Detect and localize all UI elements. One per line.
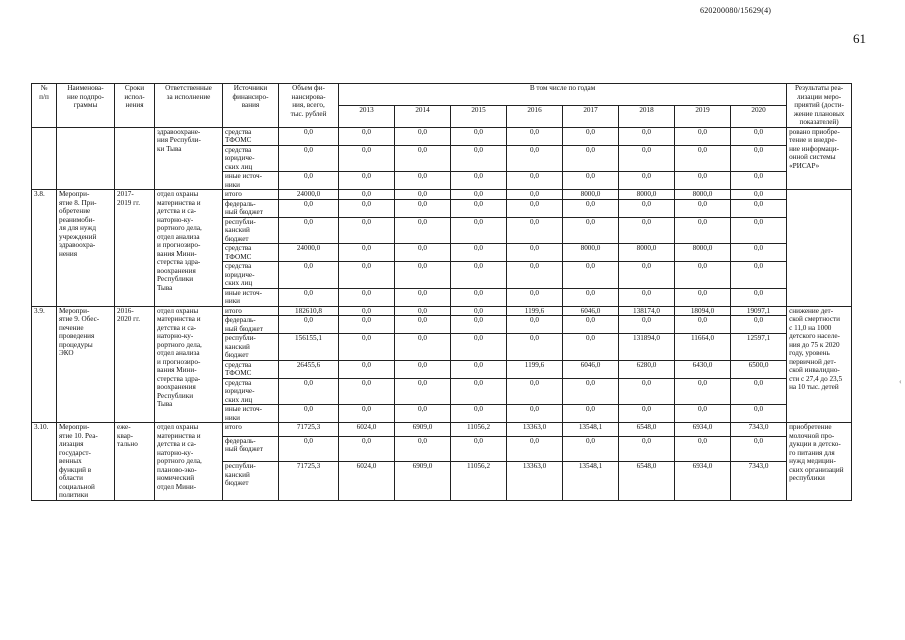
funding-source: средства юридиче- ских лиц <box>223 262 279 289</box>
subprogram-name: Меропри- ятие 10. Реа- лизация государст- венных функций в области социальной политики <box>57 423 115 501</box>
year-value-cell: 0,0 <box>563 378 619 405</box>
year-value-cell: 8000,0 <box>563 244 619 262</box>
year-value-cell: 0,0 <box>507 334 563 361</box>
funding-source: итого <box>223 190 279 200</box>
year-value-cell: 7343,0 <box>731 462 787 500</box>
result-cell: снижение дет- ской смертности с 11,0 на 1000 детского населе- ния до 75 к 2020 году, уровень первичной дет- ской инвалидно- сти с 27,4 до 23,5 на 10 тыс. детей <box>787 306 852 423</box>
table-row <box>32 190 852 200</box>
funding-source: республи- канский бюджет <box>223 462 279 500</box>
table-row <box>32 127 852 145</box>
year-value-cell: 11056,2 <box>451 462 507 500</box>
year-value-cell: 13363,0 <box>507 423 563 437</box>
year-value-cell: 0,0 <box>507 262 563 289</box>
year-value-cell: 0,0 <box>507 405 563 423</box>
total-cell: 0,0 <box>279 405 339 423</box>
table-row <box>32 423 852 437</box>
year-value-cell: 1199,6 <box>507 306 563 316</box>
subprogram-name: Меропри- ятие 8. При- обретение реанимоби- ля для нужд учреждений здравоохра- нения <box>57 190 115 307</box>
year-value-cell: 0,0 <box>451 262 507 289</box>
year-value-cell: 0,0 <box>507 378 563 405</box>
year-value-cell: 0,0 <box>507 145 563 172</box>
responsible-party: отдел охраны материнства и детства и са- наторно-ку- рортного дела, планово-эко- номический отдел Мини- <box>155 423 223 501</box>
year-value-cell: 0,0 <box>339 172 395 190</box>
execution-term: еже- квар- тально <box>115 423 155 501</box>
year-value-cell: 0,0 <box>339 360 395 378</box>
funding-source: итого <box>223 306 279 316</box>
year-value-cell: 0,0 <box>731 199 787 217</box>
year-value-cell: 0,0 <box>507 288 563 306</box>
year-value-cell: 6024,0 <box>339 423 395 437</box>
item-number: 3.9. <box>32 306 57 423</box>
execution-term <box>115 127 155 190</box>
col-header-year: 2015 <box>451 105 507 127</box>
year-value-cell: 0,0 <box>619 378 675 405</box>
total-cell: 0,0 <box>279 378 339 405</box>
year-value-cell: 0,0 <box>619 316 675 334</box>
year-value-cell: 0,0 <box>563 172 619 190</box>
year-value-cell: 0,0 <box>339 288 395 306</box>
year-value-cell: 0,0 <box>451 172 507 190</box>
year-value-cell: 13363,0 <box>507 462 563 500</box>
year-value-cell: 0,0 <box>451 405 507 423</box>
year-value-cell: 0,0 <box>451 199 507 217</box>
total-cell: 71725,3 <box>279 462 339 500</box>
year-value-cell: 18094,0 <box>675 306 731 316</box>
financing-table <box>31 83 852 501</box>
total-cell: 0,0 <box>279 145 339 172</box>
col-header-year: 2016 <box>507 105 563 127</box>
col-header-year: 2019 <box>675 105 731 127</box>
year-value-cell: 0,0 <box>675 378 731 405</box>
year-value-cell: 0,0 <box>619 199 675 217</box>
execution-term: 2016- 2020 гг. <box>115 306 155 423</box>
margin-mark: ‹ <box>899 377 902 386</box>
year-value-cell: 6909,0 <box>395 423 451 437</box>
total-cell: 0,0 <box>279 262 339 289</box>
responsible-party: отдел охраны материнства и детства и са- наторно-ку- рортного дела, отдел анализа и прогнозиро- вания Мини- стерства здра- воохранения Республики Тыва <box>155 190 223 307</box>
funding-source: итого <box>223 423 279 437</box>
year-value-cell: 0,0 <box>675 127 731 145</box>
year-value-cell: 0,0 <box>395 316 451 334</box>
col-header-result: Результаты реа- лизации меро- приятий (дости- жение плановых показателей) <box>787 84 852 128</box>
year-value-cell: 0,0 <box>395 217 451 244</box>
responsible-party: здравоохране- ния Республи- ки Тыва <box>155 127 223 190</box>
year-value-cell: 8000,0 <box>675 244 731 262</box>
year-value-cell: 0,0 <box>339 378 395 405</box>
col-header-year: 2014 <box>395 105 451 127</box>
col-header-num: № п/п <box>32 84 57 128</box>
total-cell: 24000,0 <box>279 244 339 262</box>
year-value-cell: 0,0 <box>619 405 675 423</box>
year-value-cell: 0,0 <box>563 199 619 217</box>
year-value-cell: 131894,0 <box>619 334 675 361</box>
year-value-cell: 0,0 <box>451 145 507 172</box>
funding-source: средства ТФОМС <box>223 360 279 378</box>
year-value-cell: 0,0 <box>675 405 731 423</box>
year-value-cell: 0,0 <box>731 217 787 244</box>
year-value-cell: 0,0 <box>451 316 507 334</box>
year-value-cell: 11056,2 <box>451 423 507 437</box>
year-value-cell: 0,0 <box>675 145 731 172</box>
year-value-cell: 0,0 <box>395 172 451 190</box>
year-value-cell: 8000,0 <box>675 190 731 200</box>
total-cell: 182610,8 <box>279 306 339 316</box>
year-value-cell: 6548,0 <box>619 462 675 500</box>
subprogram-name: Меропри- ятие 9. Обес- печение проведения процедуры ЭКО <box>57 306 115 423</box>
year-value-cell: 0,0 <box>619 172 675 190</box>
funding-source: средства юридиче- ских лиц <box>223 145 279 172</box>
year-value-cell: 6548,0 <box>619 423 675 437</box>
year-value-cell: 0,0 <box>563 288 619 306</box>
year-value-cell: 0,0 <box>731 405 787 423</box>
year-value-cell: 0,0 <box>339 262 395 289</box>
year-value-cell: 6430,0 <box>675 360 731 378</box>
col-header-years-group: В том числе по годам <box>339 84 787 106</box>
year-value-cell: 0,0 <box>563 217 619 244</box>
col-header-year: 2017 <box>563 105 619 127</box>
year-value-cell: 0,0 <box>451 217 507 244</box>
funding-source: средства ТФОМС <box>223 127 279 145</box>
year-value-cell: 0,0 <box>619 288 675 306</box>
year-value-cell: 0,0 <box>451 127 507 145</box>
year-value-cell: 0,0 <box>451 436 507 462</box>
year-value-cell: 8000,0 <box>563 190 619 200</box>
year-value-cell: 0,0 <box>451 190 507 200</box>
year-value-cell: 138174,0 <box>619 306 675 316</box>
year-value-cell: 0,0 <box>395 334 451 361</box>
year-value-cell: 0,0 <box>395 360 451 378</box>
col-header-term: Сроки испол- нения <box>115 84 155 128</box>
year-value-cell: 0,0 <box>731 288 787 306</box>
table-body <box>32 127 852 500</box>
year-value-cell: 0,0 <box>563 436 619 462</box>
year-value-cell: 6280,0 <box>619 360 675 378</box>
year-value-cell: 0,0 <box>395 199 451 217</box>
year-value-cell: 0,0 <box>619 436 675 462</box>
year-value-cell: 0,0 <box>675 288 731 306</box>
col-header-year: 2020 <box>731 105 787 127</box>
total-cell: 26455,6 <box>279 360 339 378</box>
year-value-cell: 0,0 <box>731 145 787 172</box>
year-value-cell: 0,0 <box>675 262 731 289</box>
total-cell: 0,0 <box>279 127 339 145</box>
year-value-cell: 6024,0 <box>339 462 395 500</box>
col-header-name: Наименова- ние подпро- граммы <box>57 84 115 128</box>
year-value-cell: 0,0 <box>731 172 787 190</box>
col-header-total: Объем фи- нансирова- ния, всего, тыс. рублей <box>279 84 339 128</box>
year-value-cell: 0,0 <box>507 244 563 262</box>
year-value-cell: 0,0 <box>395 262 451 289</box>
year-value-cell: 8000,0 <box>619 190 675 200</box>
total-cell: 156155,1 <box>279 334 339 361</box>
year-value-cell: 0,0 <box>619 127 675 145</box>
year-value-cell: 7343,0 <box>731 423 787 437</box>
result-cell: приобретение молочной про- дукции в детско- го питания для нужд медицин- ских организаций республики <box>787 423 852 501</box>
col-header-year: 2018 <box>619 105 675 127</box>
year-value-cell: 0,0 <box>339 199 395 217</box>
year-value-cell: 1199,6 <box>507 360 563 378</box>
year-value-cell: 6046,0 <box>563 306 619 316</box>
page-number: 61 <box>853 31 866 46</box>
year-value-cell: 13548,1 <box>563 462 619 500</box>
year-value-cell: 0,0 <box>507 217 563 244</box>
year-value-cell: 0,0 <box>395 288 451 306</box>
year-value-cell: 0,0 <box>339 316 395 334</box>
year-value-cell: 0,0 <box>675 217 731 244</box>
year-value-cell: 0,0 <box>619 217 675 244</box>
total-cell: 24000,0 <box>279 190 339 200</box>
year-value-cell: 0,0 <box>731 190 787 200</box>
year-value-cell: 0,0 <box>731 244 787 262</box>
year-value-cell: 0,0 <box>563 262 619 289</box>
responsible-party: отдел охраны материнства и детства и са- наторно-ку- рортного дела, отдел анализа и прогнозиро- вания Мини- стерства здра- воохранения Республики Тыва <box>155 306 223 423</box>
funding-source: средства юридиче- ских лиц <box>223 378 279 405</box>
year-value-cell: 6909,0 <box>395 462 451 500</box>
col-header-year: 2013 <box>339 105 395 127</box>
year-value-cell: 0,0 <box>395 127 451 145</box>
year-value-cell: 0,0 <box>395 378 451 405</box>
item-number: 3.8. <box>32 190 57 307</box>
year-value-cell: 0,0 <box>451 378 507 405</box>
year-value-cell: 0,0 <box>395 436 451 462</box>
year-value-cell: 0,0 <box>339 145 395 172</box>
year-value-cell: 0,0 <box>395 244 451 262</box>
year-value-cell: 0,0 <box>675 436 731 462</box>
total-cell: 0,0 <box>279 436 339 462</box>
year-value-cell: 0,0 <box>675 199 731 217</box>
total-cell: 0,0 <box>279 172 339 190</box>
year-value-cell: 8000,0 <box>619 244 675 262</box>
year-value-cell: 0,0 <box>507 316 563 334</box>
year-value-cell: 0,0 <box>619 145 675 172</box>
year-value-cell: 6046,0 <box>563 360 619 378</box>
funding-source: иные источ- ники <box>223 405 279 423</box>
year-value-cell: 0,0 <box>563 145 619 172</box>
year-value-cell: 0,0 <box>451 306 507 316</box>
year-value-cell: 0,0 <box>339 127 395 145</box>
year-value-cell: 12597,1 <box>731 334 787 361</box>
funding-source: иные источ- ники <box>223 172 279 190</box>
total-cell: 0,0 <box>279 217 339 244</box>
funding-source: иные источ- ники <box>223 288 279 306</box>
result-cell <box>787 190 852 307</box>
year-value-cell: 0,0 <box>339 217 395 244</box>
total-cell: 0,0 <box>279 316 339 334</box>
year-value-cell: 0,0 <box>451 334 507 361</box>
year-value-cell: 0,0 <box>395 405 451 423</box>
funding-source: республи- канский бюджет <box>223 217 279 244</box>
year-value-cell: 6934,0 <box>675 462 731 500</box>
subprogram-name <box>57 127 115 190</box>
funding-source: федераль- ный бюджет <box>223 436 279 462</box>
year-value-cell: 0,0 <box>339 306 395 316</box>
year-value-cell: 0,0 <box>339 190 395 200</box>
year-value-cell: 0,0 <box>731 262 787 289</box>
col-header-source: Источники финансиро- вания <box>223 84 279 128</box>
year-value-cell: 0,0 <box>451 360 507 378</box>
table-row <box>32 306 852 316</box>
year-value-cell: 0,0 <box>507 190 563 200</box>
year-value-cell: 0,0 <box>339 334 395 361</box>
year-value-cell: 0,0 <box>731 127 787 145</box>
result-cell: ровано приобре- тение и внедре- ние информаци- онной системы «РИСАР» <box>787 127 852 190</box>
year-value-cell: 0,0 <box>731 378 787 405</box>
year-value-cell: 0,0 <box>619 262 675 289</box>
total-cell: 0,0 <box>279 288 339 306</box>
year-value-cell: 0,0 <box>675 316 731 334</box>
year-value-cell: 0,0 <box>563 334 619 361</box>
year-value-cell: 0,0 <box>339 244 395 262</box>
funding-source: федераль- ный бюджет <box>223 316 279 334</box>
year-value-cell: 0,0 <box>563 405 619 423</box>
total-cell: 0,0 <box>279 199 339 217</box>
funding-source: федераль- ный бюджет <box>223 199 279 217</box>
year-value-cell: 0,0 <box>451 244 507 262</box>
col-header-responsible: Ответственные за исполнение <box>155 84 223 128</box>
year-value-cell: 0,0 <box>731 436 787 462</box>
year-value-cell: 0,0 <box>339 405 395 423</box>
funding-source: республи- канский бюджет <box>223 334 279 361</box>
year-value-cell: 6934,0 <box>675 423 731 437</box>
funding-source: средства ТФОМС <box>223 244 279 262</box>
year-value-cell: 0,0 <box>507 172 563 190</box>
document-number: 620200080/15629(4) <box>700 6 772 15</box>
year-value-cell: 0,0 <box>675 172 731 190</box>
year-value-cell: 19097,1 <box>731 306 787 316</box>
item-number: 3.10. <box>32 423 57 501</box>
year-value-cell: 6500,0 <box>731 360 787 378</box>
year-value-cell: 0,0 <box>395 145 451 172</box>
year-value-cell: 0,0 <box>731 316 787 334</box>
year-value-cell: 0,0 <box>395 306 451 316</box>
year-value-cell: 0,0 <box>339 436 395 462</box>
year-value-cell: 11664,0 <box>675 334 731 361</box>
total-cell: 71725,3 <box>279 423 339 437</box>
header-row-top <box>32 84 852 106</box>
year-value-cell: 0,0 <box>507 127 563 145</box>
item-number <box>32 127 57 190</box>
year-value-cell: 0,0 <box>507 199 563 217</box>
year-value-cell: 0,0 <box>563 127 619 145</box>
year-value-cell: 13548,1 <box>563 423 619 437</box>
year-value-cell: 0,0 <box>507 436 563 462</box>
year-value-cell: 0,0 <box>395 190 451 200</box>
year-value-cell: 0,0 <box>451 288 507 306</box>
year-value-cell: 0,0 <box>563 316 619 334</box>
execution-term: 2017- 2019 гг. <box>115 190 155 307</box>
